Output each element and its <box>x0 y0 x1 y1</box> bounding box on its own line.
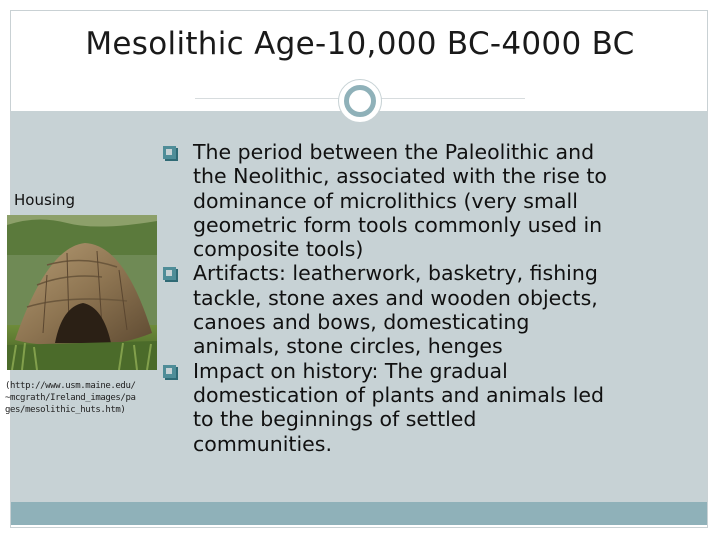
bullet-line: canoes and bows, domesticating <box>193 310 530 335</box>
slide-title: Mesolithic Age-10,000 BC-4000 BC <box>85 26 635 62</box>
ring-inner <box>344 85 376 117</box>
bullet-list <box>163 140 703 456</box>
bullet-line: Impact on history: The gradual <box>193 358 508 383</box>
bullet-line: domestication of plants and animals led <box>193 382 605 407</box>
footer-bar <box>11 502 707 525</box>
bullet-line: composite tools) <box>193 237 364 262</box>
credit-line: (http://www.usm.maine.edu/ <box>5 381 136 391</box>
credit-line: ~mcgrath/Ireland_images/pa <box>5 393 136 403</box>
square-bullet-icon <box>163 267 176 280</box>
bullet-line: animals, stone circles, henges <box>193 334 503 359</box>
bullet-line: The period between the Paleolithic and <box>193 140 595 164</box>
bullet-line: geometric form tools commonly used in <box>193 212 603 237</box>
bullet-item <box>163 261 703 358</box>
housing-caption: Housing <box>14 191 75 209</box>
bullet-line: to the beginnings of settled <box>193 407 477 432</box>
bullet-item <box>163 359 703 456</box>
bullet-line: tackle, stone axes and wooden objects, <box>193 285 598 310</box>
ring-icon <box>338 79 382 123</box>
bullet-line: Artifacts: leatherwork, basketry, fishing <box>193 261 598 286</box>
bullet-item <box>163 140 703 261</box>
bullet-line: communities. <box>193 431 332 456</box>
credit-line: ges/mesolithic_huts.htm) <box>5 405 126 415</box>
square-bullet-icon <box>163 365 176 378</box>
mesolithic-hut-photo <box>7 215 157 370</box>
bullet-line: the Neolithic, associated with the rise to <box>193 164 607 189</box>
image-credit <box>5 380 155 416</box>
bullet-line: dominance of microlithics (very small <box>193 188 578 213</box>
square-bullet-icon <box>163 146 176 159</box>
